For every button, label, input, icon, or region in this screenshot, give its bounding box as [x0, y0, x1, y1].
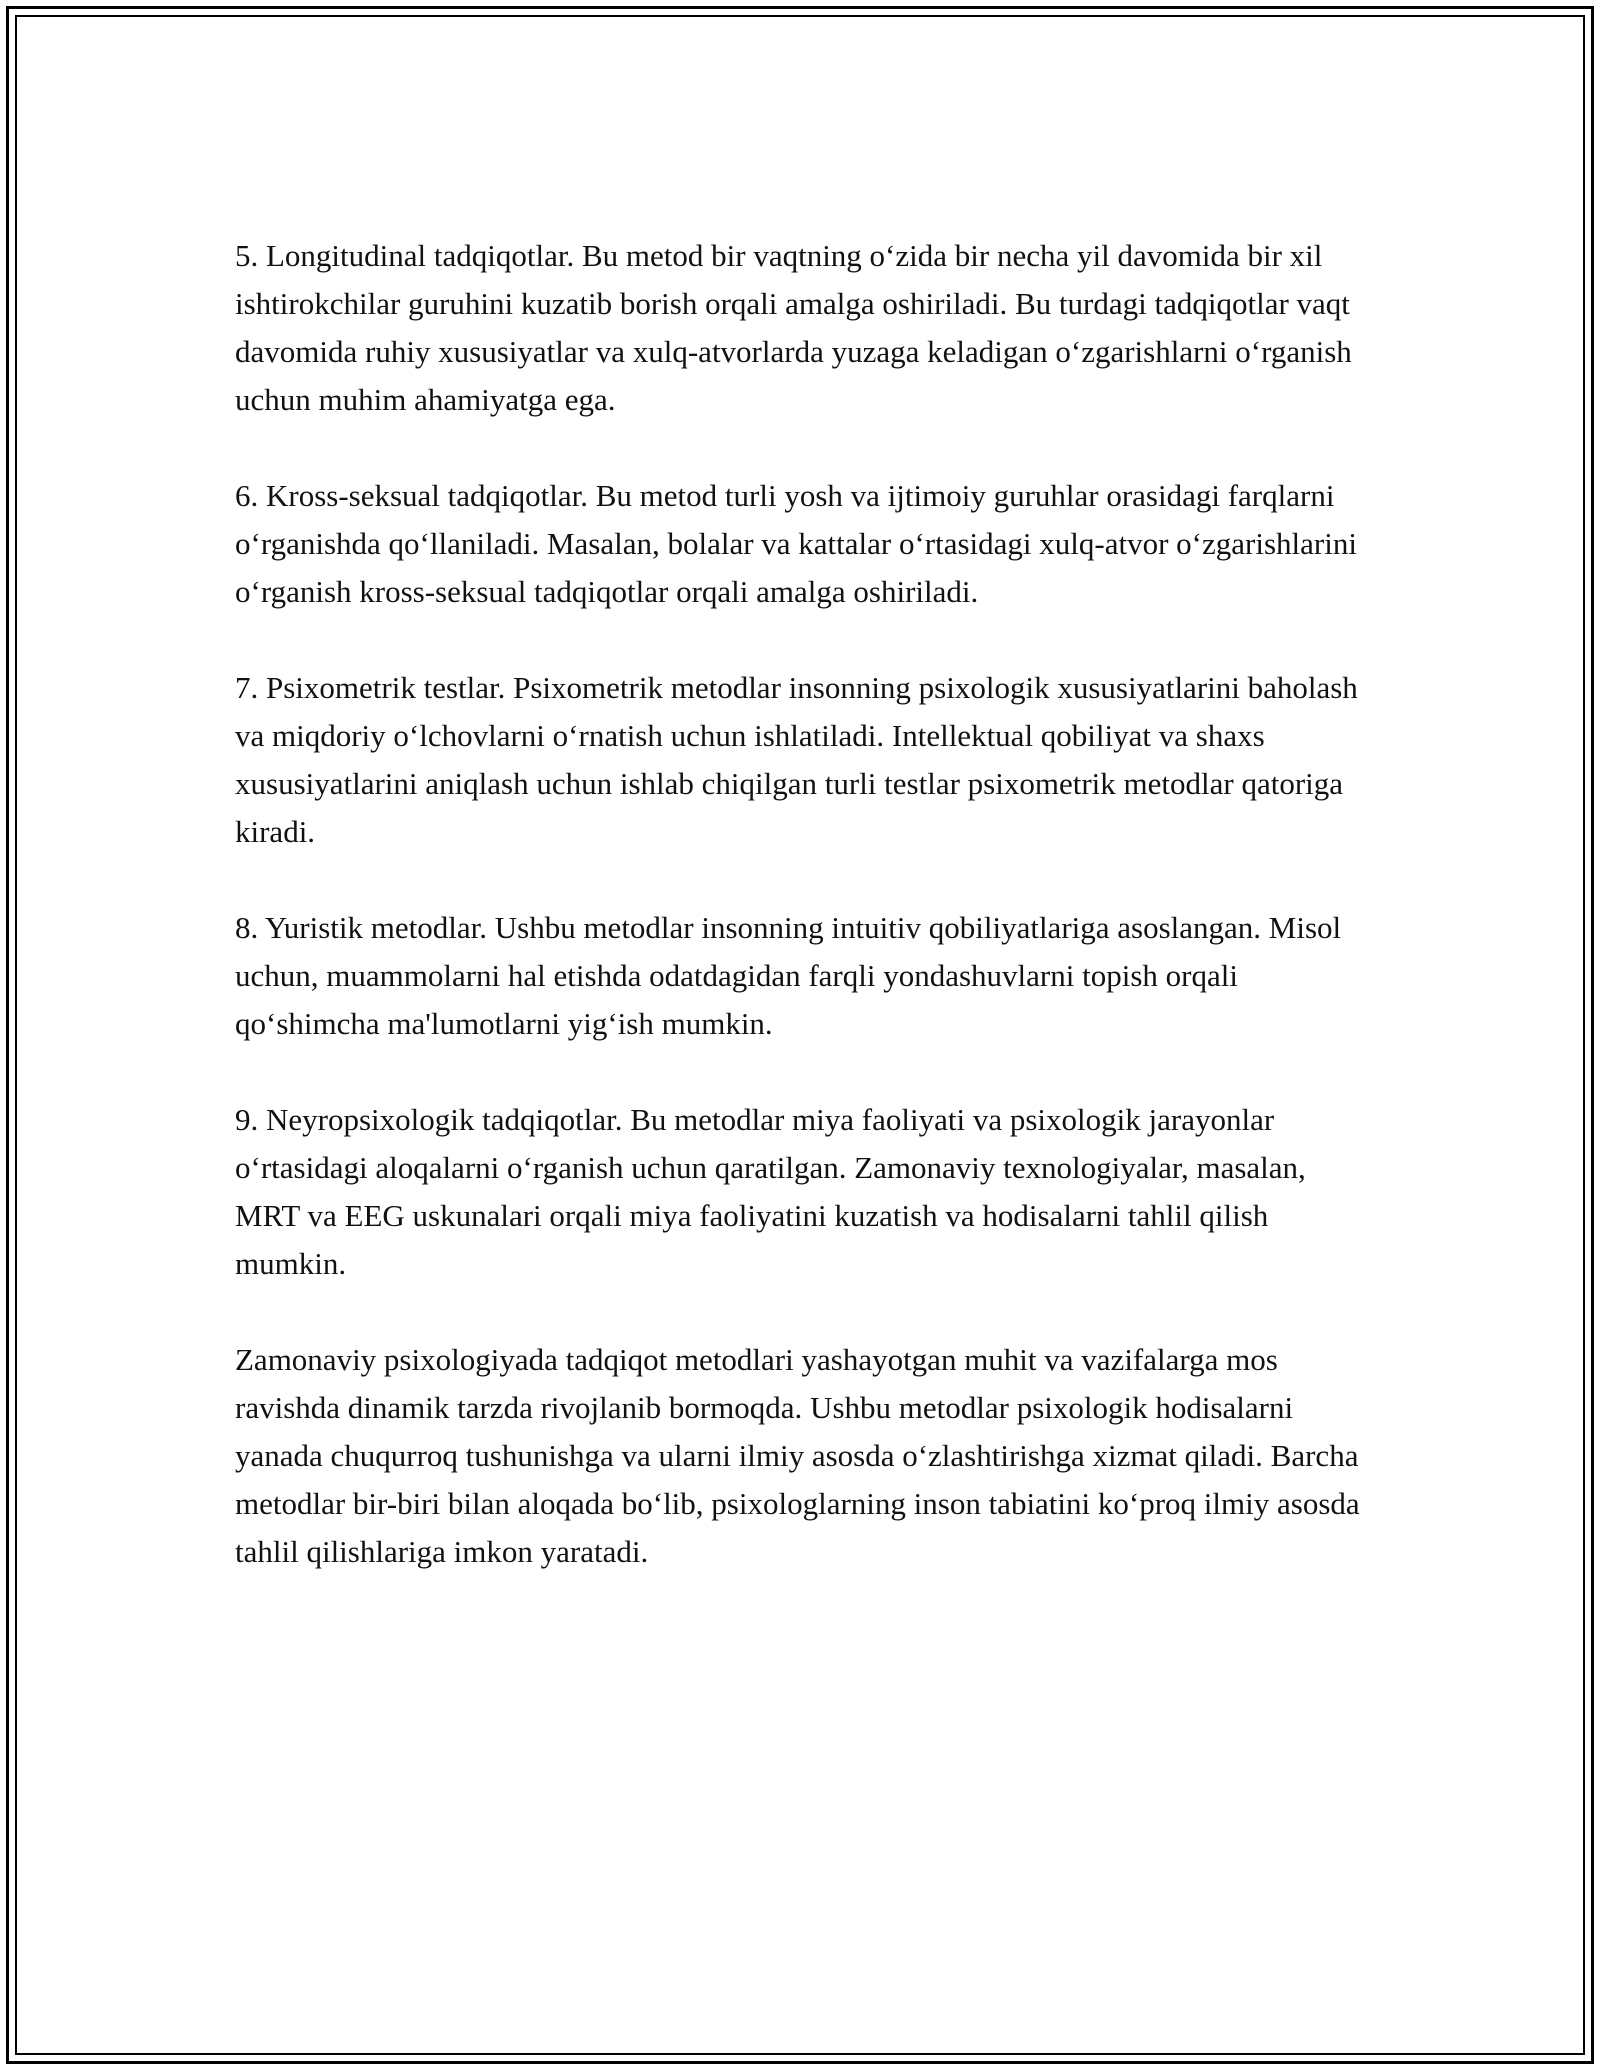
paragraph-conclusion: Zamonaviy psixologiyada tadqiqot metodlari yashayotgan muhit va vazifalarga mos ravishda dinamik tarzda rivojlanib bormoqda. Ushbu metodlar psixologik hodisalarni yanada chuqurroq tushunishga va ularni ilmiy asosda o‘zlashtirishga xizmat qiladi. Barcha metodlar bir-biri bilan aloqada bo‘lib, psixologlarning inson tabiatini ko‘proq ilmiy asosda tahlil qilishlariga imkon yaratadi. — [235, 1342, 1360, 1569]
paragraph-cross-sectional: 6. Kross-seksual tadqiqotlar. Bu metod turli yosh va ijtimoiy guruhlar orasidagi farqlarni o‘rganishda qo‘llaniladi. Masalan, bolalar va kattalar o‘rtasidagi xulq-atvor o‘zgarishlarini o‘rganish kross-seksual tadqiqotlar orqali amalga oshiriladi. — [235, 478, 1357, 609]
paragraph-neuropsychological: 9. Neyropsixologik tadqiqotlar. Bu metodlar miya faoliyati va psixologik jarayonlar o‘rtasidagi aloqalarni o‘rganish uchun qaratilgan. Zamonaviy texnologiyalar, masalan, MRT va EEG uskunalari orqali miya faoliyatini kuzatish va hodisalarni tahlil qilish mumkin. — [235, 1102, 1306, 1281]
paragraph-heuristic: 8. Yuristik metodlar. Ushbu metodlar insonning intuitiv qobiliyatlariga asoslangan. Misol uchun, muammolarni hal etishda odatdagidan farqli yondashuvlarni topish orqali qo‘shimcha ma'lumotlarni yig‘ish mumkin. — [235, 910, 1342, 1041]
document-body — [235, 232, 1360, 1576]
paragraph-psychometric: 7. Psixometrik testlar. Psixometrik metodlar insonning psixologik xususiyatlarini baholash va miqdoriy o‘lchovlarni o‘rnatish uchun ishlatiladi. Intellektual qobiliyat va shaxs xususiyatlarini aniqlash uchun ishlab chiqilgan turli testlar psixometrik metodlar qatoriga kiradi. — [235, 670, 1358, 849]
paragraph-longitudinal: 5. Longitudinal tadqiqotlar. Bu metod bir vaqtning o‘zida bir necha yil davomida bir xil ishtirokchilar guruhini kuzatib borish orqali amalga oshiriladi. Bu turdagi tadqiqotlar vaqt davomida ruhiy xususiyatlar va xulq-atvorlarda yuzaga keladigan o‘zgarishlarni o‘rganish uchun muhim ahamiyatga ega. — [235, 238, 1352, 417]
